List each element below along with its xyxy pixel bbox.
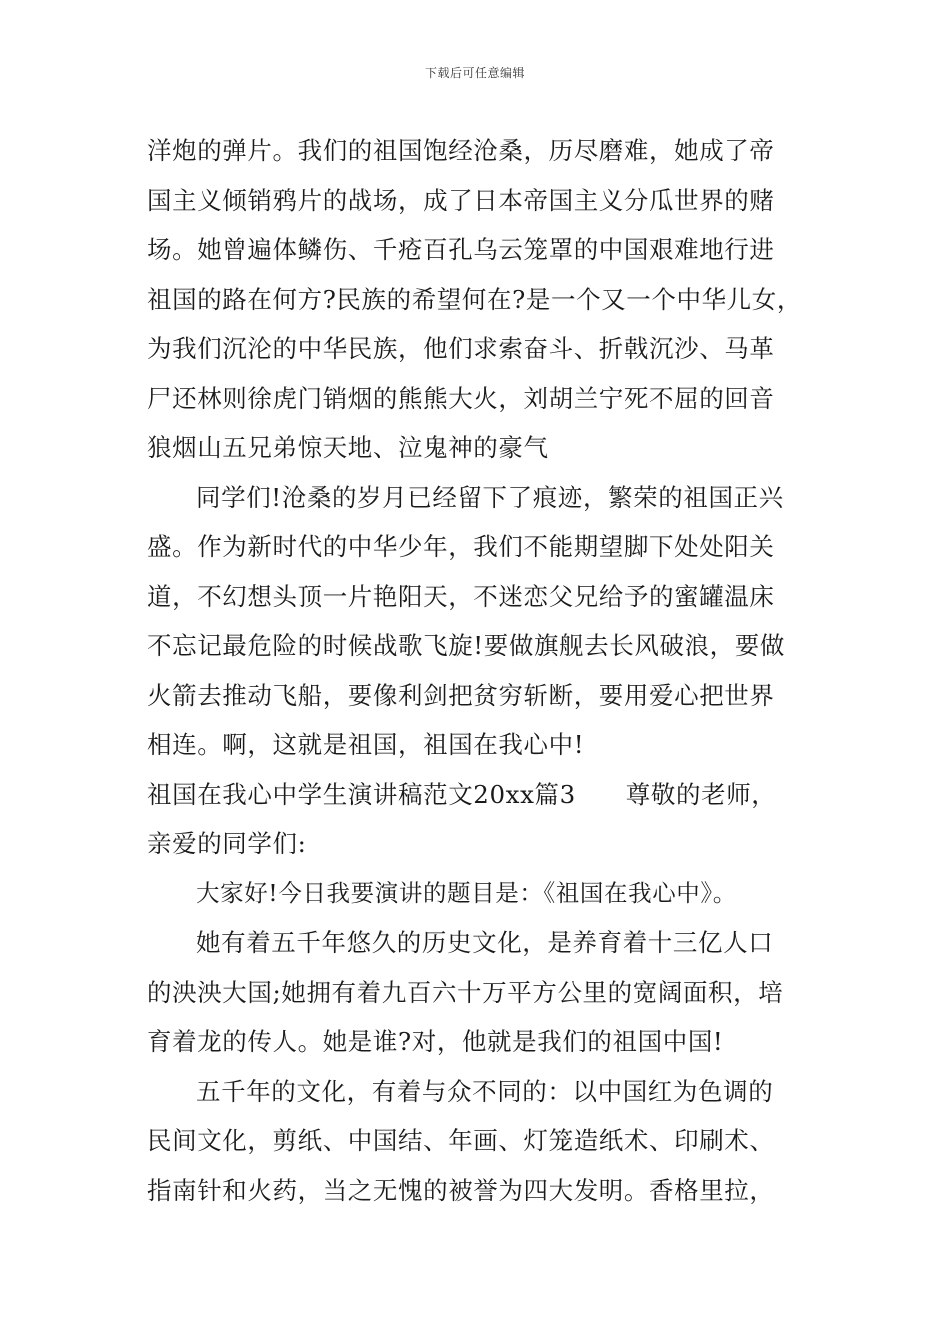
text-line: 祖国的路在何方?民族的希望何在?是一个又一个中华儿女， (147, 284, 802, 314)
text-line: 为我们沉沦的中华民族，他们求索奋斗、折戟沉沙、马革 (147, 334, 775, 363)
section-title-line (147, 770, 827, 820)
text-line: 民间文化，剪纸、中国结、年画、灯笼造纸术、印刷术、 (147, 1126, 775, 1155)
text-line: 不忘记最危险的时候战歌飞旋!要做旗舰去长风破浪，要做 (147, 631, 785, 660)
text-line: 洋炮的弹片。我们的祖国饱经沧桑，历尽磨难，她成了帝 (147, 136, 775, 165)
text-line: 场。她曾遍体鳞伤、千疮百孔乌云笼罩的中国艰难地行进 (147, 235, 775, 264)
text-line: 尸还林则徐虎门销烟的熊熊大火，刘胡兰宁死不屈的回音 (147, 383, 775, 413)
text-line: 的泱泱大国;她拥有着九百六十万平方公里的宽阔面积，培 (147, 977, 784, 1007)
text-line: 火箭去推动飞船，要像利剑把贫穷斩断，要用爱心把世界 (147, 680, 775, 710)
salutation-teachers: 尊敬的老师， (625, 779, 777, 809)
document-body (147, 126, 827, 1215)
salutation-students: 亲爱的同学们: (147, 829, 307, 858)
text-line: 国主义倾销鸦片的战场，成了日本帝国主义分瓜世界的赌 (147, 185, 775, 215)
paragraph-start-line: 她有着五千年悠久的历史文化，是养育着十三亿人口 (196, 928, 774, 957)
text-line: 指南针和火药，当之无愧的被誉为四大发明。香格里拉， (147, 1175, 775, 1205)
section-title: 祖国在我心中学生演讲稿范文20xx篇3 (147, 779, 576, 809)
page-header: 下载后可任意编辑 (424, 66, 525, 80)
text-line: 盛。作为新时代的中华少年，我们不能期望脚下处处阳关 (147, 532, 775, 561)
paragraph-start-line: 同学们!沧桑的岁月已经留下了痕迹，繁荣的祖国正兴 (196, 482, 784, 512)
greeting-line: 大家好!今日我要演讲的题目是：《祖国在我心中》。 (196, 878, 737, 907)
text-line: 道，不幻想头顶一片艳阳天，不迷恋父兄给予的蜜罐温床 (147, 581, 775, 611)
text-line: 狼烟山五兄弟惊天地、泣鬼神的豪气 (147, 433, 549, 462)
paragraph-start-line: 五千年的文化，有着与众不同的：以中国红为色调的 (196, 1076, 774, 1106)
text-line: 育着龙的传人。她是谁?对，他就是我们的祖国中国! (147, 1027, 724, 1056)
text-line: 相连。啊，这就是祖国，祖国在我心中! (147, 730, 585, 759)
